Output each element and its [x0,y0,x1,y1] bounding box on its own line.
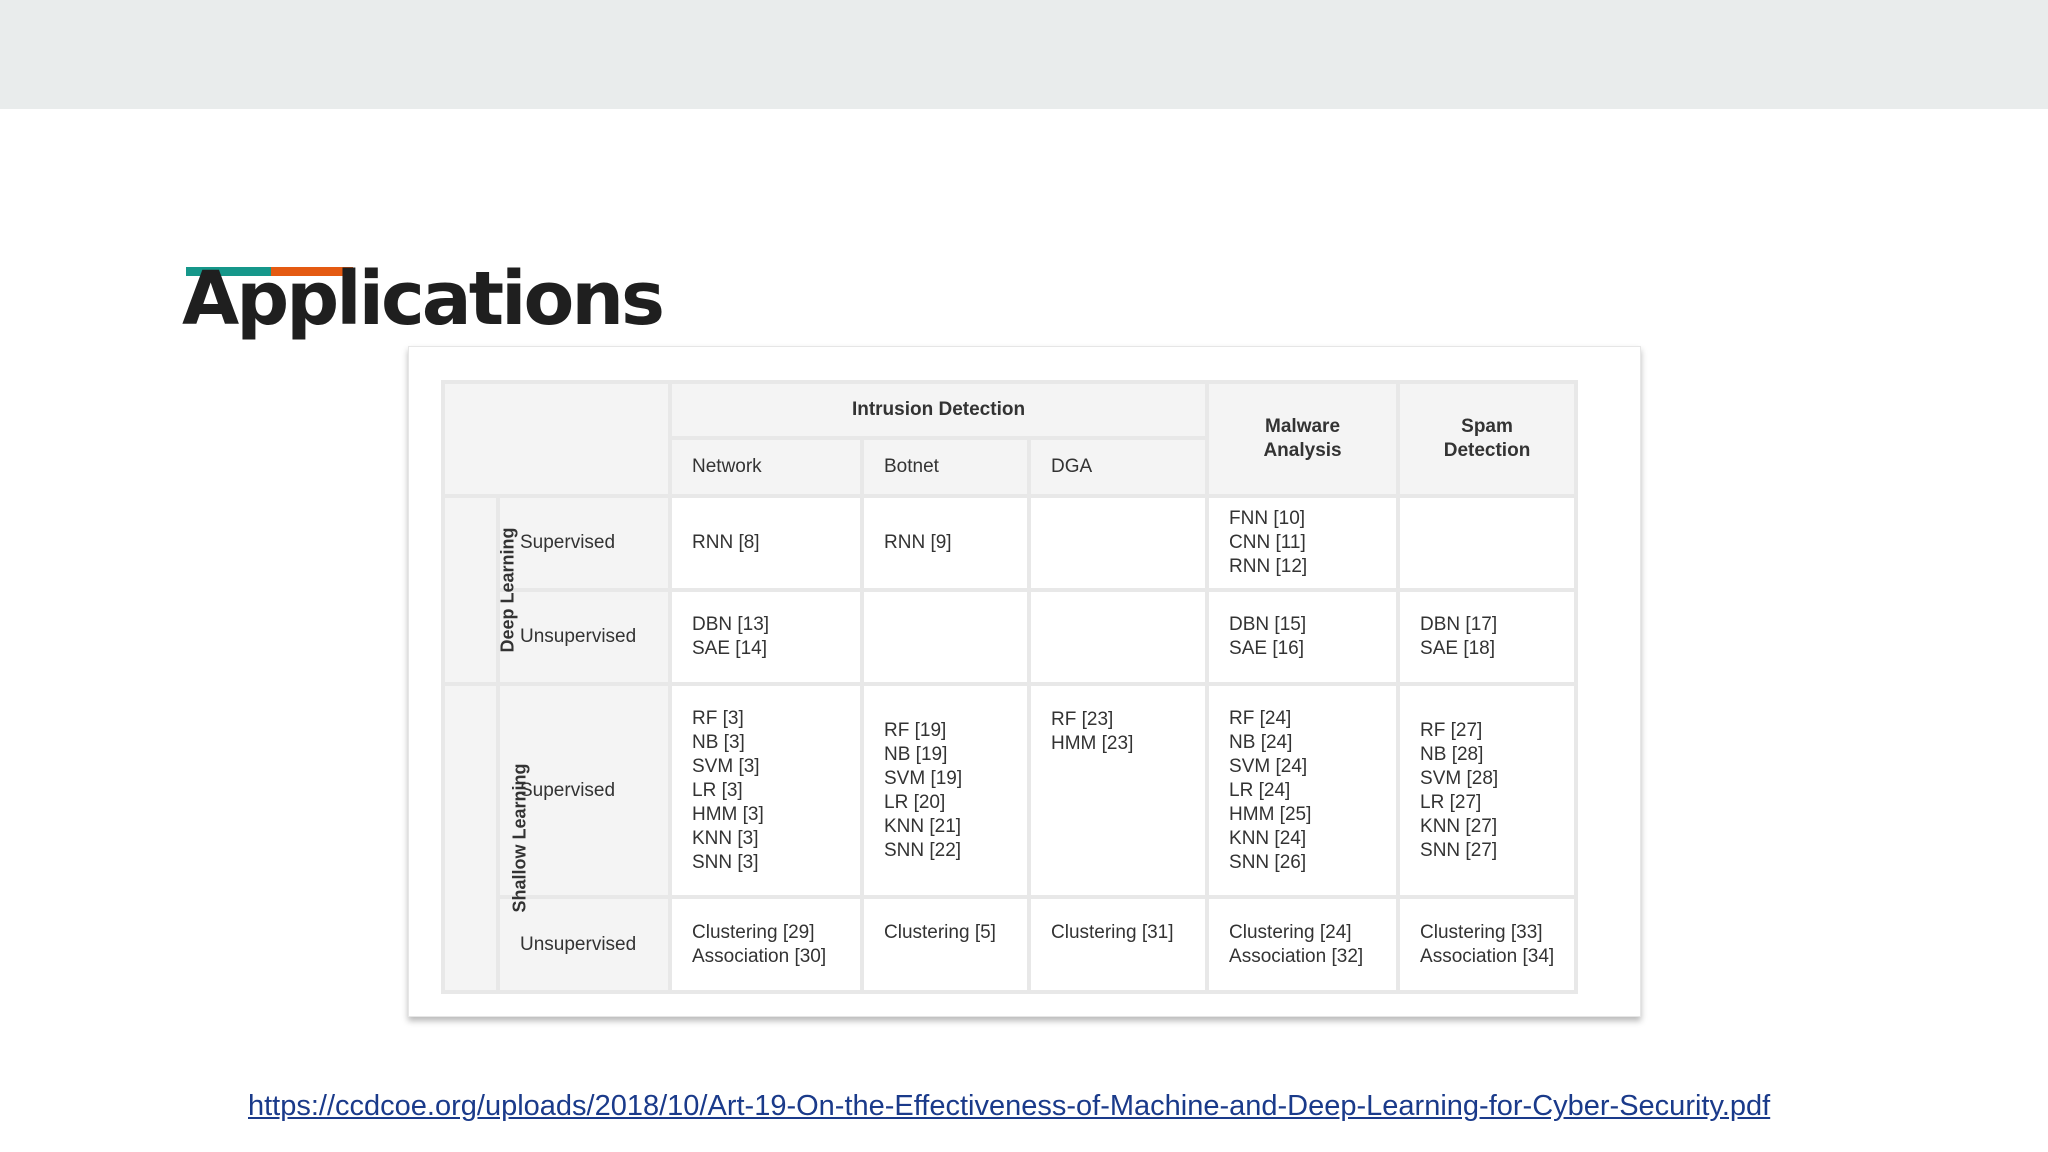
cell-entry: SAE [18] [1420,638,1496,659]
cell-entry: RF [24] [1229,707,1292,729]
cell-entry: SNN [27] [1420,839,1498,861]
group-shallow-learning [443,684,530,992]
row-label: Unsupervised [498,897,670,992]
cell-entry: RF [23] [1051,709,1114,730]
header-malware-line2: Analysis [1263,440,1342,461]
cell-entry: SAE [16] [1229,638,1305,659]
cell-entry: Clustering [24] [1229,921,1352,943]
cell-entry: HMM [3] [692,803,764,825]
table-corner [443,382,670,496]
cell-entry: Clustering [33] [1420,921,1543,943]
table-cell [1207,590,1398,684]
cell-entry: LR [20] [884,791,946,813]
cell-entry: KNN [3] [692,827,759,849]
cell-entry: SVM [28] [1420,767,1499,789]
header-dga: DGA [1029,438,1207,496]
table-image-card [408,346,1641,1017]
header-network: Network [670,438,862,496]
cell-entry: SNN [26] [1229,851,1307,873]
cell-entry: SVM [19] [884,767,963,789]
table-cell [1398,590,1576,684]
cell-entry: Association [32] [1229,945,1364,967]
table-cell [862,897,1029,992]
row-label: Supervised [498,684,670,897]
table-cell [670,897,862,992]
table-cell [1398,496,1576,590]
cell-entry: RNN [9] [884,532,952,553]
cell-entry: DBN [15] [1229,614,1307,635]
table-cell [862,590,1029,684]
cell-entry: RF [3] [692,707,744,729]
table-cell [1398,684,1576,897]
table-cell [1398,897,1576,992]
header-spam-line1: Spam [1461,416,1513,437]
cell-entry: KNN [27] [1420,815,1498,837]
top-banner [0,0,2048,109]
cell-entry: DBN [17] [1420,614,1498,635]
header-malware-line1: Malware [1265,416,1341,437]
group-label-deep: Deep Learning [497,526,518,653]
cell-entry: LR [24] [1229,779,1291,801]
table-cell [1207,897,1398,992]
table-cell [670,590,862,684]
table-cell [670,496,862,590]
source-link[interactable]: https://ccdcoe.org/uploads/2018/10/Art-19-On-the-Effectiveness-of-Machine-and-Deep-Learning-for-Cyber-Security.pdf [248,1090,1771,1122]
cell-entry: KNN [24] [1229,827,1307,849]
table-cell [1207,684,1398,897]
header-spam-detection [1398,382,1576,496]
table-cell [862,496,1029,590]
cell-entry: Association [30] [692,945,827,967]
slide-title: Applications [182,256,663,342]
cell-entry: HMM [23] [1051,733,1134,754]
table-cell [1029,496,1207,590]
cell-entry: Clustering [29] [692,921,815,943]
cell-entry: Association [34] [1420,945,1555,967]
table-cell [1029,684,1207,897]
cell-entry: SAE [14] [692,638,767,659]
cell-entry: RNN [12] [1229,556,1308,577]
cell-entry: SVM [3] [692,755,760,777]
table-cell [670,684,862,897]
cell-entry: SNN [22] [884,839,962,861]
cell-entry: NB [24] [1229,731,1293,753]
row-label: Supervised [498,496,670,590]
header-malware-analysis [1207,382,1398,496]
table-cell [1029,590,1207,684]
cell-entry: Clustering [31] [1051,922,1174,943]
cell-entry: RNN [8] [692,532,760,553]
cell-entry: SVM [24] [1229,755,1308,777]
header-spam-line2: Detection [1443,440,1531,461]
header-intrusion-detection: Intrusion Detection [670,382,1207,438]
applications-table [441,380,1578,994]
cell-entry: RF [19] [884,719,947,741]
cell-entry: RF [27] [1420,719,1483,741]
cell-entry: Clustering [5] [884,922,996,943]
cell-entry: NB [19] [884,743,948,765]
cell-entry: NB [28] [1420,743,1484,765]
cell-entry: NB [3] [692,731,745,753]
group-label-shallow: Shallow Learning [509,762,530,913]
cell-entry: FNN [10] [1229,508,1306,529]
table-cell [1207,496,1398,590]
cell-entry: SNN [3] [692,851,759,873]
group-deep-learning [443,496,518,684]
cell-entry: HMM [25] [1229,803,1312,825]
cell-entry: LR [27] [1420,791,1482,813]
header-botnet: Botnet [862,438,1029,496]
table-cell [862,684,1029,897]
cell-entry: CNN [11] [1229,532,1306,553]
cell-entry: DBN [13] [692,614,770,635]
table-cell [1029,897,1207,992]
cell-entry: LR [3] [692,779,743,801]
cell-entry: KNN [21] [884,815,962,837]
row-label: Unsupervised [498,590,670,684]
